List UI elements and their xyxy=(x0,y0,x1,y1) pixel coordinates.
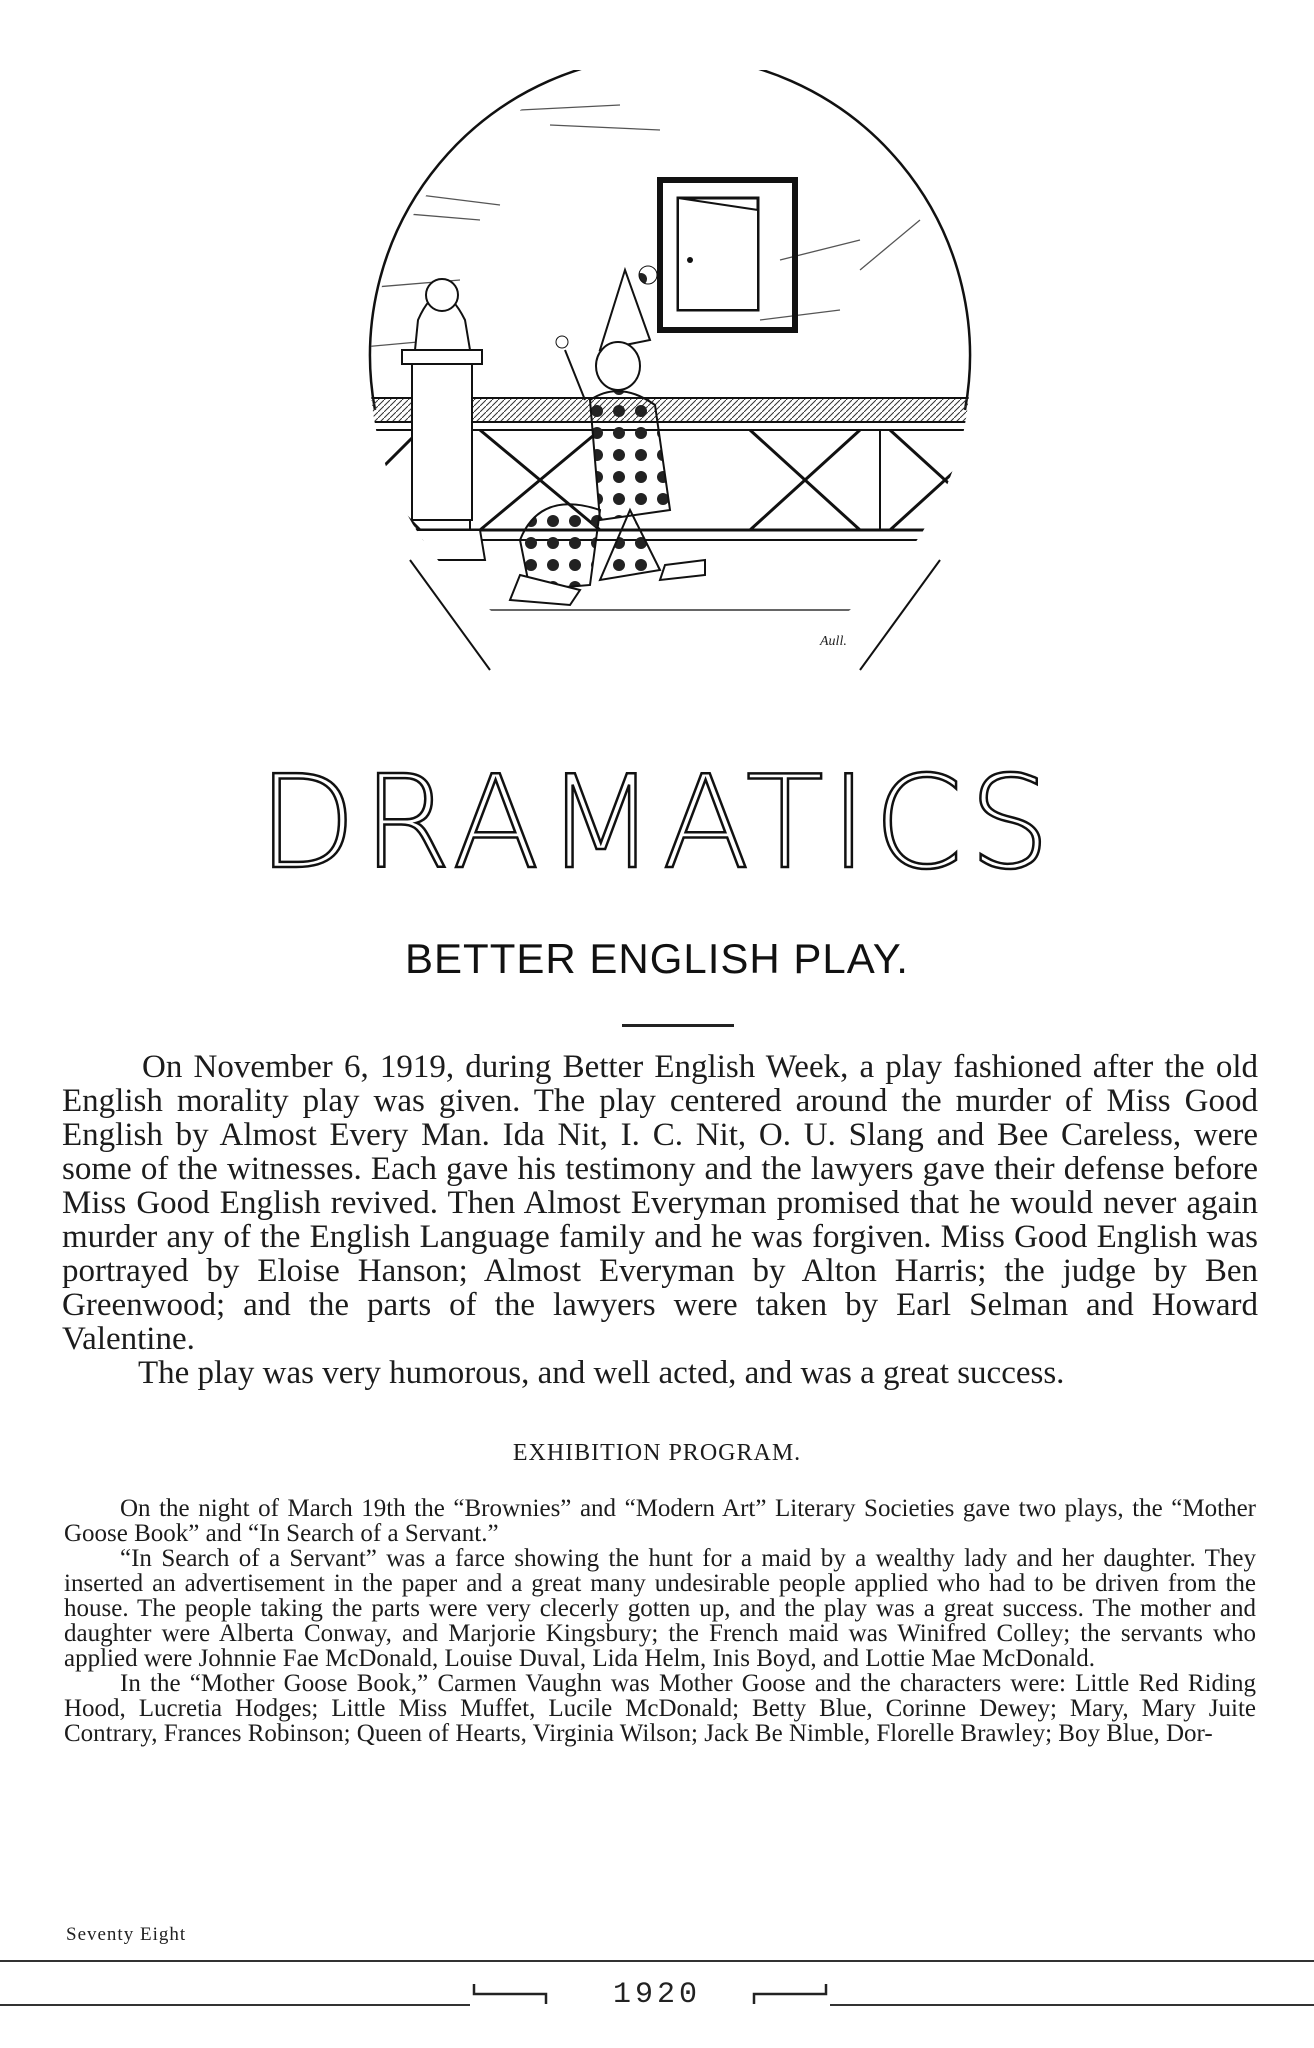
footer-year: 1920 xyxy=(612,1978,701,2012)
article-paragraph: The play was very humorous, and well acted, and was a great success. xyxy=(138,1355,1065,1391)
kneeling-clown-figure xyxy=(510,266,705,605)
illustration-signature: Aull. xyxy=(820,634,847,649)
wall-picture-frame xyxy=(660,180,795,330)
article-heading: BETTER ENGLISH PLAY. xyxy=(405,935,909,982)
program-paragraph: On the night of March 19th the “Brownies” and “Modern Art” Literary Societies gave two plays, the “Mother Goose Book” and “In Search of a Servant.” xyxy=(64,1495,1256,1547)
section-title: DRAMATICS xyxy=(257,749,1057,898)
program-paragraph: “In Search of a Servant” was a farce showing the hunt for a maid by a wealthy lady and her daughter. They inserted an advertisement in the paper and a great many undesirable people applied who had to be driven from the house. The people taking the parts were very clecerly gotten up, and the play was a great success. The mother and daughter were Alberta Conway, and Marjorie Kingsbury; the French maid was Winifred Colley; the servants who applied were Johnnie Fae McDonald, Louise Duval, Lida Helm, Inis Boyd, and Lottie Mae McDonald. xyxy=(64,1545,1256,1672)
footer-rule-top xyxy=(0,1960,1314,1962)
heading-divider xyxy=(622,1024,734,1027)
article-body xyxy=(62,1050,1258,1390)
program-heading: EXHIBITION PROGRAM. xyxy=(512,1440,802,1466)
dramatics-illustration xyxy=(300,70,1040,690)
bust-pedestal xyxy=(400,279,485,560)
page-number-label: Seventy Eight xyxy=(66,1924,187,1945)
program-body xyxy=(64,1496,1256,1746)
article-paragraph: On November 6, 1919, during Better English Week, a play fashioned after the old English morality play was given. The play centered around the murder of Miss Good English by Almost Every Man. Ida Nit, I. C. Nit, O. U. Slang and Bee Careless, were some of the witnesses. Each gave his testimony and the lawyers gave their defense before Miss Good English revived. Then Almost Everyman promised that he would never again murder any of the English Language family and he was forgiven. Miss Good English was portrayed by Eloise Hanson; Almost Everyman by Alton Harris; the judge by Ben Greenwood; and the parts of the lawyers were taken by Earl Selman and Howard Valentine. xyxy=(62,1049,1258,1357)
program-paragraph: In the “Mother Goose Book,” Carmen Vaughn was Mother Goose and the characters were: Little Red Riding Hood, Lucretia Hodges; Little Miss Muffet, Lucile McDonald; Betty Blue, Corinne Dewey; Mary, Mary Juite Contrary, Frances Robinson; Queen of Hearts, Virginia Wilson; Jack Be Nimble, Florelle Brawley; Boy Blue, Dor- xyxy=(64,1670,1256,1747)
